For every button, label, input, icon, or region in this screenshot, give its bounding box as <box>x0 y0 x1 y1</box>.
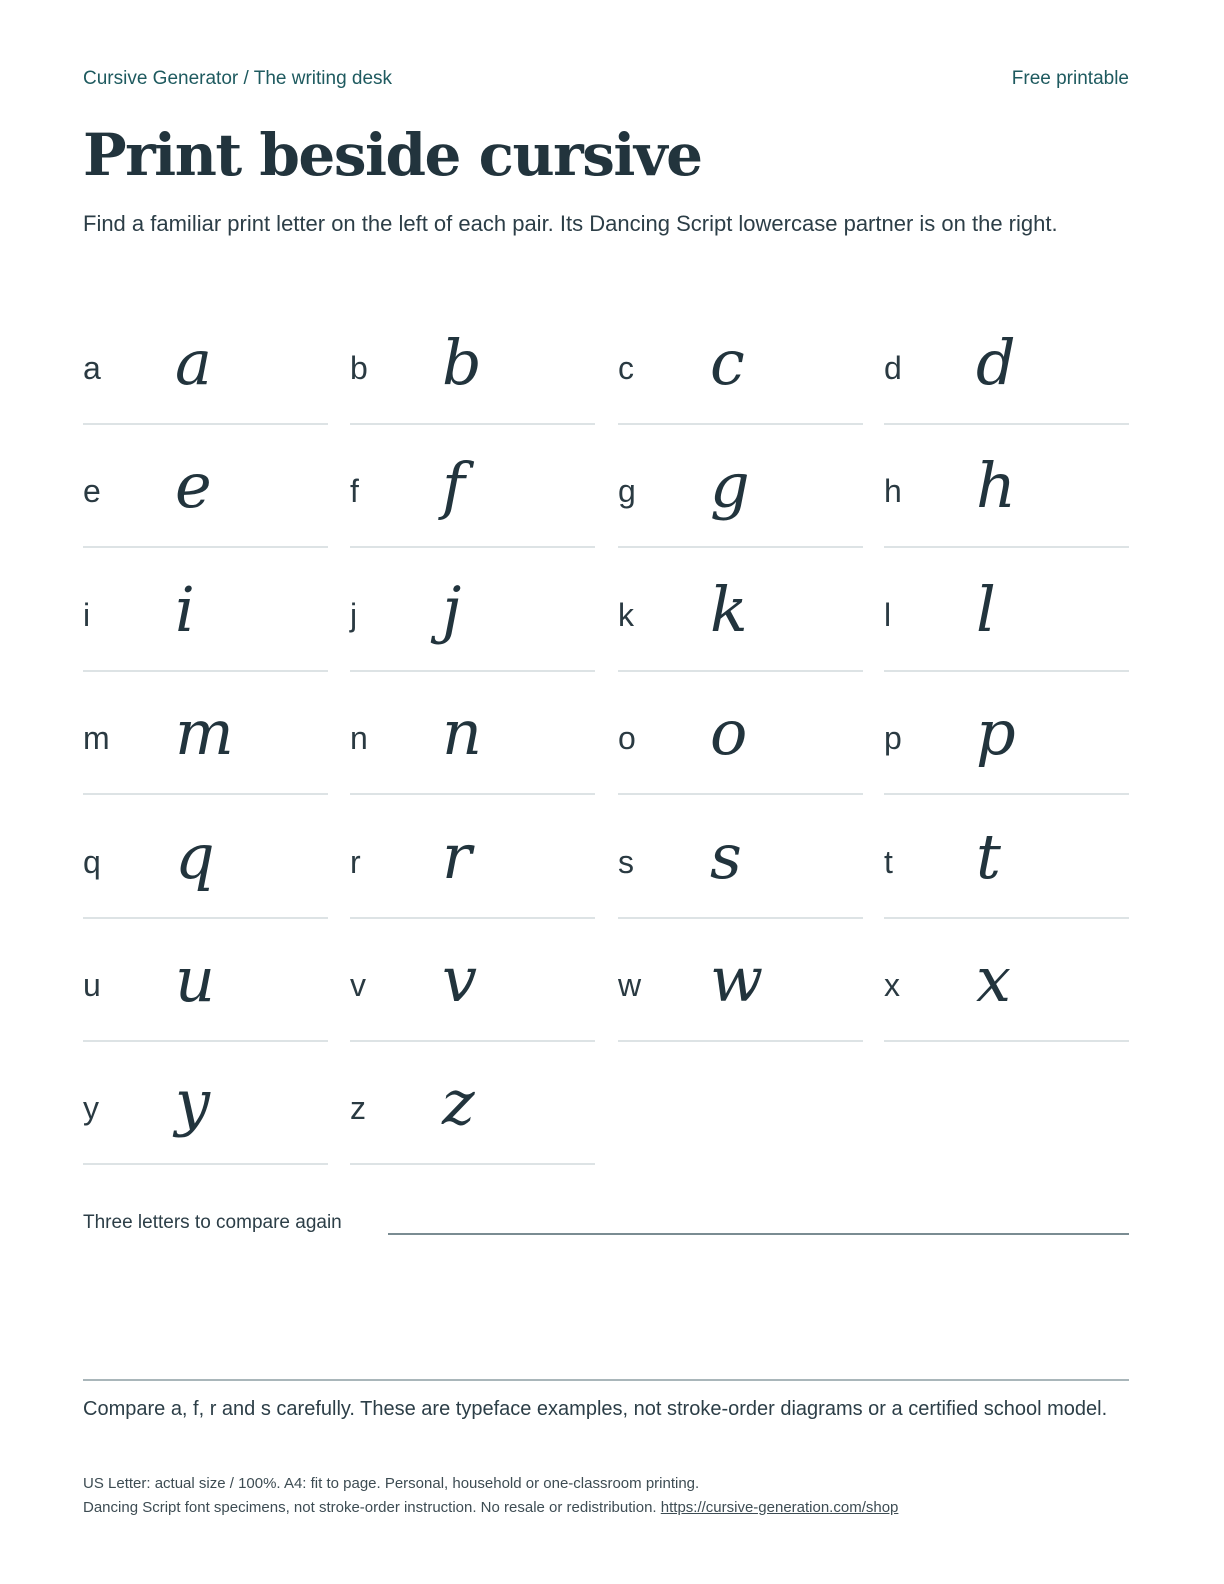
print-settings-line: US Letter: actual size / 100%. A4: fit to page. Personal, household or one-classroom printing. <box>83 1475 700 1492</box>
print-letter: n <box>350 720 368 757</box>
cursive-letter: a <box>175 326 212 399</box>
print-letter: y <box>83 1090 99 1127</box>
license-line <box>83 1496 1129 1520</box>
intro-text: Find a familiar print letter on the left of each pair. Its Dancing Script lowercase partner is on the right. <box>83 211 1058 236</box>
letter-pair <box>884 425 1129 548</box>
print-letter: x <box>884 967 900 1003</box>
print-letter: m <box>83 720 110 757</box>
shop-link[interactable]: https://cursive-generation.com/shop <box>660 1499 899 1516</box>
compare-note: Compare a, f, r and s carefully. These are typeface examples, not stroke-order diagrams or a certified school model. <box>83 1398 1108 1420</box>
cursive-letter: j <box>442 572 462 646</box>
print-letter: v <box>350 967 366 1003</box>
breadcrumb[interactable]: Cursive Generator / The writing desk <box>83 68 393 89</box>
print-letter: l <box>884 596 892 633</box>
print-letter: g <box>618 473 636 510</box>
letter-pair <box>350 1042 595 1165</box>
print-letter: r <box>350 843 361 880</box>
letter-pair <box>884 919 1129 1042</box>
cursive-letter: i <box>175 572 195 646</box>
cursive-letter: n <box>442 696 482 770</box>
compare-again-row <box>83 1210 1129 1240</box>
cursive-letter: y <box>175 1066 211 1140</box>
page-title: Print beside cursive <box>83 121 702 189</box>
letter-pair <box>884 796 1129 919</box>
letter-pair <box>83 672 328 795</box>
letter-pair <box>83 302 328 425</box>
print-letter: o <box>618 720 636 757</box>
letter-pair <box>350 672 595 795</box>
letter-pair <box>618 919 863 1042</box>
print-letter: p <box>884 720 902 757</box>
letter-pair <box>618 796 863 919</box>
footer-divider <box>83 1379 1129 1381</box>
print-letter: b <box>350 350 368 386</box>
letter-pair <box>350 549 595 672</box>
letter-pair <box>618 672 863 795</box>
letter-pair <box>618 302 863 425</box>
footer-fine-print <box>83 1472 1129 1520</box>
compare-again-label: Three letters to compare again <box>83 1212 342 1233</box>
cursive-letter: f <box>442 449 465 523</box>
letter-pair <box>618 425 863 548</box>
print-letter: h <box>884 473 902 510</box>
letter-pair <box>350 919 595 1042</box>
print-letter: u <box>83 967 101 1003</box>
cursive-letter: q <box>175 819 215 893</box>
compare-again-writing-line <box>388 1233 1129 1235</box>
letter-pair <box>350 302 595 425</box>
cursive-letter: c <box>710 326 745 399</box>
letter-pair <box>618 549 863 672</box>
cursive-letter: z <box>442 1066 475 1140</box>
print-letter: t <box>884 843 893 880</box>
print-letter: f <box>350 473 359 510</box>
letter-pair <box>350 796 595 919</box>
cursive-letter: h <box>976 449 1016 523</box>
print-letter: e <box>83 473 101 510</box>
cursive-letter: e <box>175 449 212 523</box>
cursive-letter: w <box>710 943 764 1016</box>
page-header <box>83 66 1129 92</box>
print-letter: i <box>83 596 91 633</box>
print-letter: j <box>350 596 358 633</box>
letter-pair <box>884 549 1129 672</box>
print-letter: w <box>618 967 642 1003</box>
license-text: Dancing Script font specimens, not stroke-order instruction. No resale or redistribution. <box>83 1499 657 1516</box>
cursive-letter: k <box>710 572 748 646</box>
letter-pair <box>83 1042 328 1165</box>
cursive-letter: m <box>175 696 234 770</box>
cursive-letter: r <box>442 819 472 893</box>
letter-pair <box>83 425 328 548</box>
print-letter: c <box>618 350 634 386</box>
cursive-letter: x <box>976 943 1011 1016</box>
worksheet-page <box>83 0 1129 1584</box>
print-letter: d <box>884 350 902 386</box>
letter-pair <box>83 919 328 1042</box>
cursive-letter: d <box>976 326 1016 399</box>
print-letter: q <box>83 843 101 880</box>
letter-pair <box>884 302 1129 425</box>
print-letter: k <box>618 596 634 633</box>
cursive-letter: p <box>976 696 1016 770</box>
cursive-letter: v <box>442 943 478 1016</box>
cursive-letter: u <box>175 943 215 1016</box>
free-printable-label: Free printable <box>1011 68 1129 89</box>
cursive-letter: s <box>710 819 742 893</box>
print-letter: z <box>350 1090 366 1127</box>
cursive-letter: o <box>710 696 748 770</box>
print-letter: s <box>618 843 634 880</box>
letter-pair <box>884 672 1129 795</box>
print-letter: a <box>83 350 101 386</box>
letter-pair <box>350 425 595 548</box>
cursive-letter: g <box>710 449 750 523</box>
cursive-letter: t <box>976 819 1001 893</box>
letter-pair <box>83 549 328 672</box>
letter-pair <box>83 796 328 919</box>
cursive-letter: l <box>976 572 996 646</box>
cursive-letter: b <box>442 326 482 399</box>
